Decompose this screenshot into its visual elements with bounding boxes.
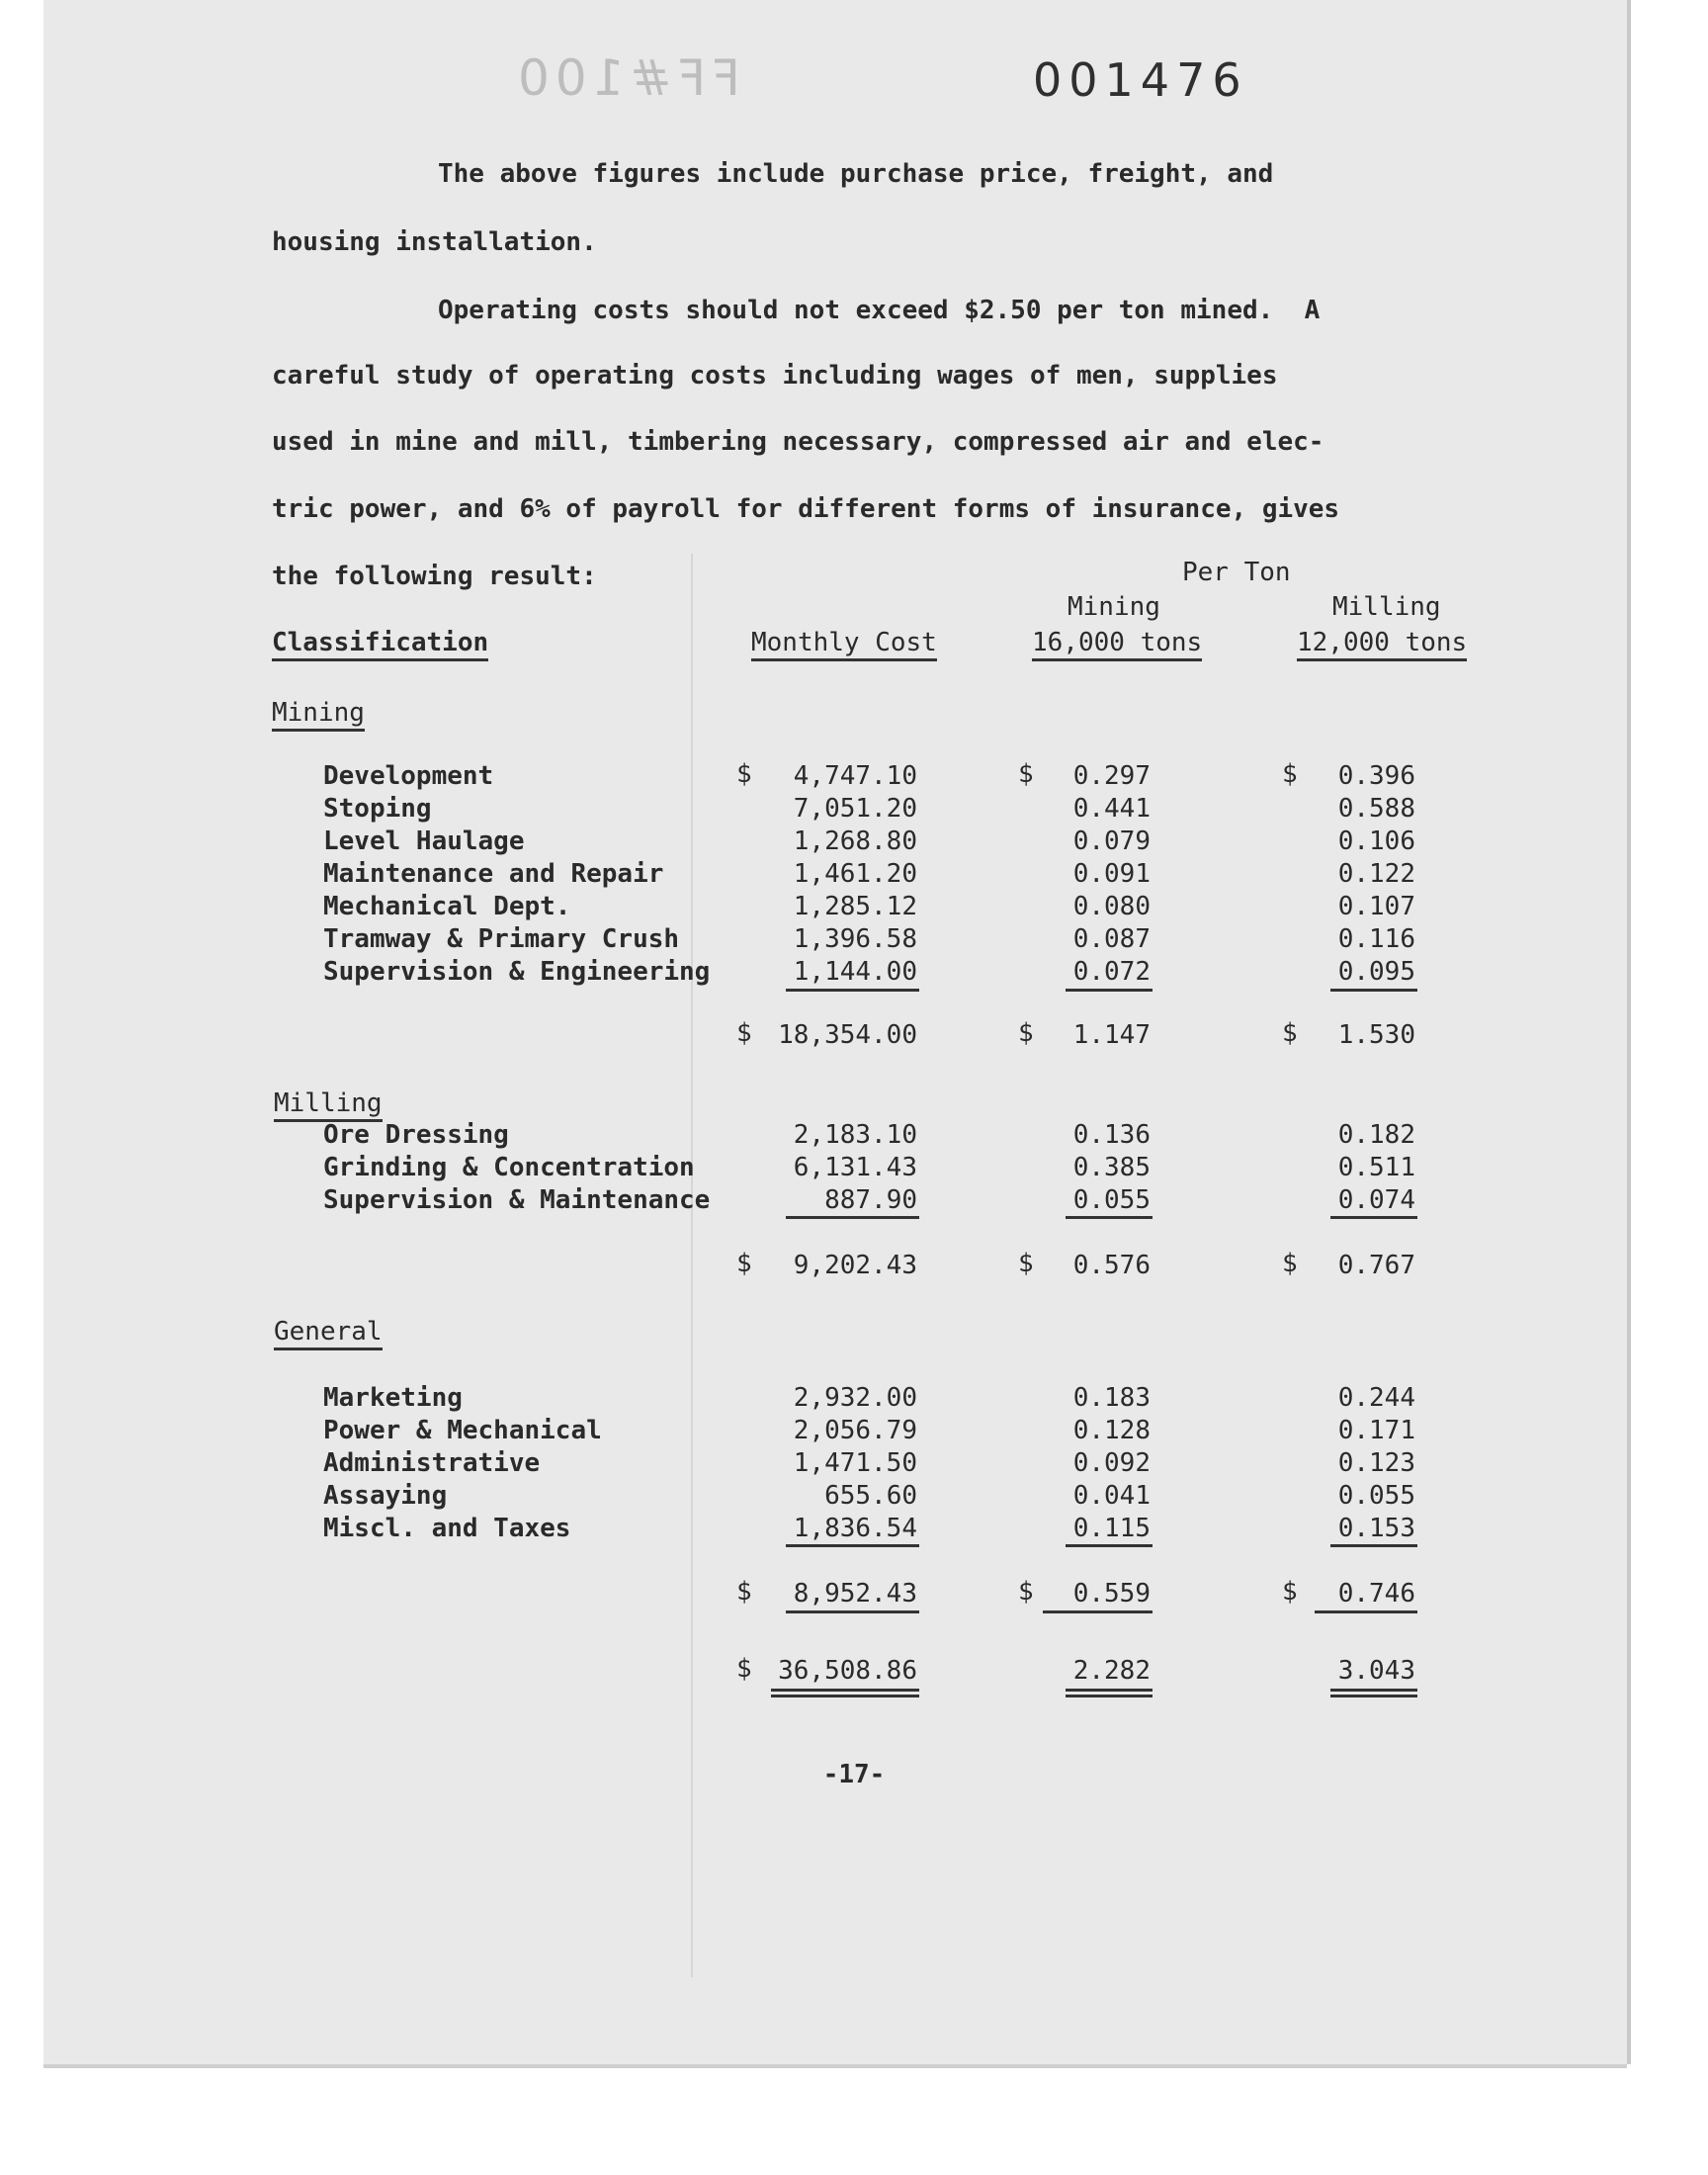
- section-title-general: General: [274, 1319, 383, 1350]
- subtotal-rule: [1066, 1544, 1153, 1547]
- paragraph-line: tric power, and 6% of payroll for different forms of insurance, gives: [272, 494, 1340, 524]
- milling-per-ton-cell: 0.055: [1337, 1481, 1415, 1511]
- mining-per-ton-cell: 0.385: [1072, 1153, 1151, 1182]
- row-label: Grinding & Concentration: [323, 1153, 695, 1182]
- dollar-sign: $: [1018, 1577, 1034, 1607]
- mining-per-ton-cell: 0.092: [1072, 1448, 1151, 1478]
- mining-per-ton-cell: 0.080: [1072, 892, 1151, 921]
- milling-per-ton-cell: 0.171: [1337, 1416, 1415, 1445]
- row-label: Stoping: [323, 794, 432, 824]
- page-number: -17-: [822, 1760, 886, 1789]
- subtotal-rule: [786, 989, 919, 992]
- dollar-sign: $: [736, 1018, 752, 1048]
- paragraph-line: Operating costs should not exceed $2.50 per ton mined. A: [438, 296, 1321, 325]
- milling-per-ton-cell: 0.122: [1337, 859, 1415, 889]
- classification-header: Classification: [272, 630, 488, 661]
- paragraph-line: careful study of operating costs including wages of men, supplies: [272, 361, 1278, 391]
- milling-header: Milling: [1332, 592, 1441, 622]
- row-label: Development: [323, 761, 494, 791]
- dollar-sign: $: [1018, 1018, 1034, 1048]
- mining-subtotal-cost: 18,354.00: [778, 1020, 917, 1050]
- subtotal-rule: [1315, 1610, 1417, 1613]
- grand-total-mining: 2.282: [1072, 1656, 1151, 1686]
- paragraph-line: The above figures include purchase price, freight, and: [438, 159, 1274, 189]
- row-label: Ore Dressing: [323, 1120, 509, 1150]
- mining-per-ton-cell: 0.091: [1072, 859, 1151, 889]
- monthly-cost-cell: 1,144.00: [793, 957, 917, 987]
- dollar-sign: $: [1282, 1249, 1298, 1278]
- row-label: Administrative: [323, 1448, 541, 1478]
- mining-per-ton-cell: 0.441: [1072, 794, 1151, 824]
- mining-per-ton-cell: 0.115: [1072, 1514, 1151, 1543]
- monthly-cost-cell: 1,471.50: [793, 1448, 917, 1478]
- double-rule: [771, 1689, 919, 1692]
- milling-per-ton-cell: 0.074: [1337, 1185, 1415, 1215]
- monthly-cost-cell: 1,836.54: [793, 1514, 917, 1543]
- subtotal-rule: [1043, 1610, 1153, 1613]
- dollar-sign: $: [736, 1577, 752, 1607]
- grand-total-cost: 36,508.86: [778, 1656, 917, 1686]
- handwritten-document-number: 001476: [1033, 53, 1248, 107]
- mining-per-ton-cell: 0.079: [1072, 826, 1151, 856]
- milling-subtotal-mining: 0.576: [1072, 1251, 1151, 1280]
- row-label: Maintenance and Repair: [323, 859, 664, 889]
- dollar-sign: $: [736, 759, 752, 789]
- dollar-sign: $: [736, 1654, 752, 1684]
- milling-per-ton-cell: 0.588: [1337, 794, 1415, 824]
- monthly-cost-cell: 2,183.10: [793, 1120, 917, 1150]
- subtotal-rule: [786, 1216, 919, 1219]
- subtotal-rule: [786, 1610, 919, 1613]
- mining-per-ton-cell: 0.055: [1072, 1185, 1151, 1215]
- double-rule: [1330, 1689, 1417, 1692]
- monthly-cost-cell: 1,461.20: [793, 859, 917, 889]
- dollar-sign: $: [736, 1249, 752, 1278]
- subtotal-rule: [1330, 989, 1417, 992]
- milling-per-ton-cell: 0.511: [1337, 1153, 1415, 1182]
- milling-per-ton-cell: 0.107: [1337, 892, 1415, 921]
- subtotal-rule: [786, 1544, 919, 1547]
- monthly-cost-cell: 887.90: [824, 1185, 917, 1215]
- mining-subtotal-mining: 1.147: [1072, 1020, 1151, 1050]
- dollar-sign: $: [1282, 1577, 1298, 1607]
- mining-per-ton-cell: 0.136: [1072, 1120, 1151, 1150]
- row-label: Supervision & Maintenance: [323, 1185, 711, 1215]
- row-label: Assaying: [323, 1481, 448, 1511]
- general-subtotal-milling: 0.746: [1337, 1579, 1415, 1609]
- monthly-cost-cell: 1,285.12: [793, 892, 917, 921]
- paragraph-line: used in mine and mill, timbering necessary, compressed air and elec-: [272, 427, 1324, 457]
- dollar-sign: $: [1282, 1018, 1298, 1048]
- subtotal-rule: [1066, 989, 1153, 992]
- dollar-sign: $: [1282, 759, 1298, 789]
- milling-per-ton-cell: 0.116: [1337, 924, 1415, 954]
- mining-per-ton-cell: 0.183: [1072, 1383, 1151, 1413]
- milling-subtotal-milling: 0.767: [1337, 1251, 1415, 1280]
- general-subtotal-mining: 0.559: [1072, 1579, 1151, 1609]
- mining-per-ton-cell: 0.087: [1072, 924, 1151, 954]
- row-label: Level Haulage: [323, 826, 525, 856]
- row-label: Supervision & Engineering: [323, 957, 711, 987]
- mining-tons-header: 16,000 tons: [1032, 630, 1202, 661]
- double-rule: [1066, 1695, 1153, 1697]
- milling-per-ton-cell: 0.123: [1337, 1448, 1415, 1478]
- mining-header: Mining: [1068, 592, 1160, 622]
- subtotal-rule: [1330, 1216, 1417, 1219]
- milling-subtotal-cost: 9,202.43: [793, 1251, 917, 1280]
- row-label: Mechanical Dept.: [323, 892, 571, 921]
- mining-per-ton-cell: 0.297: [1072, 761, 1151, 791]
- mining-per-ton-cell: 0.128: [1072, 1416, 1151, 1445]
- milling-per-ton-cell: 0.182: [1337, 1120, 1415, 1150]
- monthly-cost-cell: 1,396.58: [793, 924, 917, 954]
- dollar-sign: $: [1018, 759, 1034, 789]
- monthly-cost-header: Monthly Cost: [751, 630, 937, 661]
- grand-total-milling: 3.043: [1337, 1656, 1415, 1686]
- monthly-cost-cell: 2,932.00: [793, 1383, 917, 1413]
- dollar-sign: $: [1018, 1249, 1034, 1278]
- monthly-cost-cell: 4,747.10: [793, 761, 917, 791]
- row-label: Miscl. and Taxes: [323, 1514, 571, 1543]
- monthly-cost-cell: 1,268.80: [793, 826, 917, 856]
- mining-subtotal-milling: 1.530: [1337, 1020, 1415, 1050]
- milling-per-ton-cell: 0.396: [1337, 761, 1415, 791]
- milling-per-ton-cell: 0.095: [1337, 957, 1415, 987]
- milling-per-ton-cell: 0.244: [1337, 1383, 1415, 1413]
- section-title-milling: Milling: [274, 1090, 383, 1122]
- monthly-cost-cell: 2,056.79: [793, 1416, 917, 1445]
- general-subtotal-cost: 8,952.43: [793, 1579, 917, 1609]
- monthly-cost-cell: 6,131.43: [793, 1153, 917, 1182]
- monthly-cost-cell: 655.60: [824, 1481, 917, 1511]
- row-label: Power & Mechanical: [323, 1416, 602, 1445]
- handwritten-faint-mark: FF#100: [512, 49, 740, 107]
- milling-tons-header: 12,000 tons: [1297, 630, 1467, 661]
- paragraph-line: housing installation.: [272, 227, 597, 257]
- per-ton-header: Per Ton: [1182, 558, 1291, 587]
- monthly-cost-cell: 7,051.20: [793, 794, 917, 824]
- milling-per-ton-cell: 0.106: [1337, 826, 1415, 856]
- subtotal-rule: [1066, 1216, 1153, 1219]
- section-title-mining: Mining: [272, 700, 365, 732]
- double-rule: [771, 1695, 919, 1697]
- paragraph-line: the following result:: [272, 562, 597, 591]
- row-label: Tramway & Primary Crush: [323, 924, 680, 954]
- double-rule: [1066, 1689, 1153, 1692]
- row-label: Marketing: [323, 1383, 463, 1413]
- milling-per-ton-cell: 0.153: [1337, 1514, 1415, 1543]
- mining-per-ton-cell: 0.072: [1072, 957, 1151, 987]
- subtotal-rule: [1330, 1544, 1417, 1547]
- double-rule: [1330, 1695, 1417, 1697]
- mining-per-ton-cell: 0.041: [1072, 1481, 1151, 1511]
